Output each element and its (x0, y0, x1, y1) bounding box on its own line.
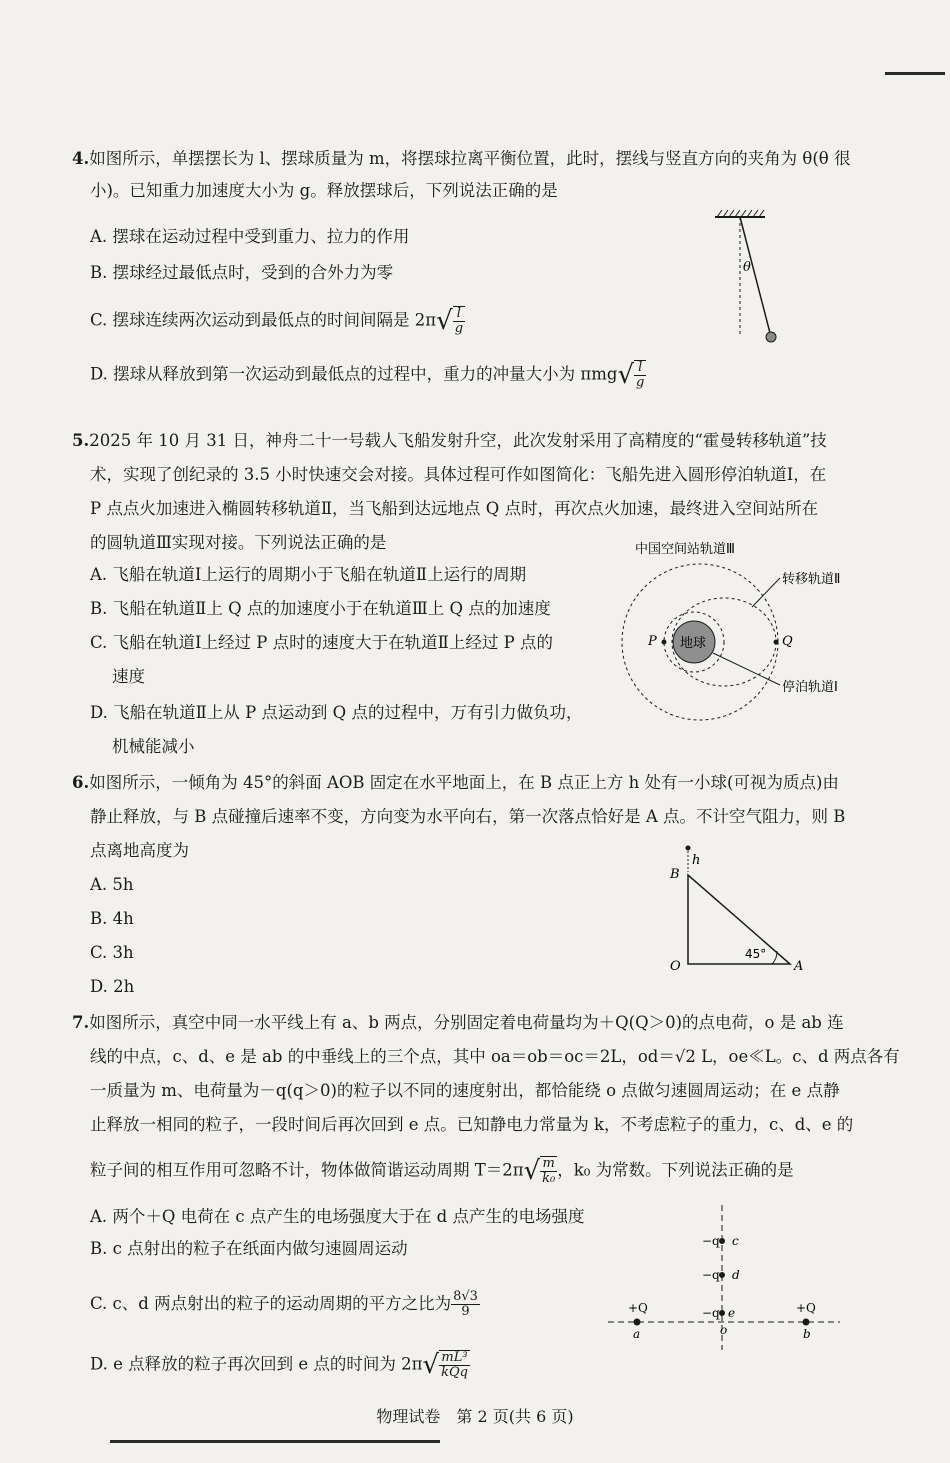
q7-option-d: D. e 点释放的粒子再次回到 e 点的时间为 2π√ $\frac{\text{mL³}}{\text{kQq}}$ (90, 1350, 468, 1380)
e-label: e (728, 1306, 736, 1320)
theta-label: θ (743, 260, 751, 275)
q7-period-sqrt: √ $\frac{m}{\text{k₀}}$ (523, 1156, 556, 1186)
q7-line5: 粒子间的相互作用可忽略不计，物体做简谐运动周期 T＝2π√ $\frac{m}{\text{k₀}}$ ，k₀ 为常数。下列说法正确的是 (90, 1156, 794, 1186)
point-p (662, 640, 667, 645)
q7-number: 7. (72, 1013, 90, 1032)
pendulum-bob (766, 332, 776, 342)
q5-option-d2: 机械能减小 (112, 737, 195, 756)
incline-figure (660, 840, 820, 975)
q6-line3: 点离地高度为 (90, 841, 189, 860)
q4-line2: 小)。已知重力加速度大小为 g。释放摆球后，下列说法正确的是 (90, 181, 558, 200)
q4-line1: 4.如图所示，单摆摆长为 l、摆球质量为 m，将摆球拉离平衡位置，此时，摆线与竖直方向的夹角为 θ(θ 很 (72, 149, 851, 168)
q5-option-d1: D. 飞船在轨道Ⅱ上从 P 点运动到 Q 点的过程中，万有引力做负功， (90, 703, 583, 722)
d-label: d (732, 1268, 740, 1282)
q6-option-a: A. 5h (90, 875, 134, 894)
earth-label: 地球 (680, 636, 707, 651)
q5-line3: P 点点火加速进入椭圆转移轨道Ⅱ，当飞船到达远地点 Q 点时，再次点火加速，最终进入空间站所在 (90, 499, 819, 518)
point-a (634, 1319, 641, 1326)
o-point-label: o (720, 1323, 728, 1337)
q4-c-sqrt: √ $\frac{l}{g}$ (436, 306, 464, 336)
q7-option-a: A. 两个＋Q 电荷在 c 点产生的电场强度大于在 d 点产生的电场强度 (90, 1207, 585, 1226)
q4-option-a: A. 摆球在运动过程中受到重力、拉力的作用 (90, 227, 410, 246)
b-label: B (670, 867, 680, 882)
q7-line3: 一质量为 m、电荷量为－q(q＞0)的粒子以不同的速度射出，都恰能绕 o 点做匀速圆周运动；在 e 点静 (90, 1081, 840, 1100)
q6-line1: 6.如图所示，一倾角为 45°的斜面 AOB 固定在水平地面上，在 B 点正上方 h 处有一小球(可视为质点)由 (72, 773, 839, 792)
q5-line1: 5.2025 年 10 月 31 日，神舟二十一号载人飞船发射升空，此次发射采用了高精度的“霍曼转移轨道”技 (72, 431, 827, 450)
charge-a-label: +Q (628, 1301, 648, 1315)
q7-line2: 线的中点，c、d、e 是 ab 的中垂线上的三个点，其中 oa＝ob＝oc＝2L，od＝√2 L，oe≪L。c、d 两点各有 (90, 1047, 900, 1066)
incline-triangle (688, 875, 790, 964)
point-q-label: Q (782, 634, 793, 649)
point-q (774, 640, 779, 645)
charge-b-label: +Q (796, 1301, 816, 1315)
pendulum-string (740, 217, 770, 333)
h-label: h (692, 853, 701, 868)
charge-d-label: −q (702, 1268, 720, 1282)
q5-option-c2: 速度 (112, 667, 145, 686)
station-orbit-label: 中国空间站轨道Ⅲ (635, 542, 735, 557)
c-label: c (732, 1234, 739, 1248)
pendulum-figure (700, 205, 810, 355)
q5-option-a: A. 飞船在轨道Ⅰ上运行的周期小于飞船在轨道Ⅱ上运行的周期 (90, 565, 527, 584)
b-point-label: b (803, 1327, 811, 1341)
page-footer: 物理试卷 第 2 页(共 6 页) (376, 1407, 574, 1426)
charge-e-label: −q (702, 1306, 720, 1320)
q4-number: 4. (72, 149, 90, 168)
q5-line2: 术，实现了创纪录的 3.5 小时快速交会对接。具体过程可作如图简化：飞船先进入圆形停泊轨道Ⅰ，在 (90, 465, 827, 484)
point-p-label: P (648, 634, 657, 649)
point-e (719, 1310, 725, 1316)
parking-pointer (713, 653, 780, 685)
q5-line4: 的圆轨道Ⅲ实现对接。下列说法正确的是 (90, 533, 387, 552)
q7-line1: 7.如图所示，真空中同一水平线上有 a、b 两点，分别固定着电荷量均为＋Q(Q＞0)的点电荷，o 是 ab 连 (72, 1013, 844, 1032)
q6-option-b: B. 4h (90, 909, 134, 928)
q5-option-b: B. 飞船在轨道Ⅱ上 Q 点的加速度小于在轨道Ⅲ上 Q 点的加速度 (90, 599, 551, 618)
orbit-figure (610, 535, 890, 725)
q5-option-c1: C. 飞船在轨道Ⅰ上经过 P 点时的速度大于在轨道Ⅱ上经过 P 点的 (90, 633, 553, 652)
charge-c-label: −q (702, 1234, 720, 1248)
q4-d-sqrt: √ $\frac{l}{g}$ (617, 360, 645, 390)
parking-orbit-label: 停泊轨道Ⅰ (782, 680, 838, 695)
point-c (719, 1238, 725, 1244)
scan-edge-top (885, 72, 945, 75)
a-point-label: a (633, 1327, 641, 1341)
point-b (803, 1319, 810, 1326)
scan-edge-bottom (110, 1440, 440, 1443)
transfer-orbit-label: 转移轨道Ⅱ (782, 572, 841, 587)
q4-option-d: D. 摆球从释放到第一次运动到最低点的过程中，重力的冲量大小为 πmg√ $\frac{l}{g}$ (90, 360, 645, 390)
q7-option-c: C. c、d 两点射出的粒子的运动周期的平方之比为 $\frac{8√3}{9}$ (90, 1289, 478, 1319)
ceiling-hatch (717, 210, 764, 217)
q4-option-b: B. 摆球经过最低点时，受到的合外力为零 (90, 263, 394, 282)
q6-option-c: C. 3h (90, 943, 134, 962)
q6-option-d: D. 2h (90, 977, 135, 996)
transfer-pointer (752, 578, 780, 607)
point-d (719, 1272, 725, 1278)
q5-number: 5. (72, 431, 90, 450)
q7-c-fraction: $\frac{8√3}{9}$ (453, 1289, 478, 1319)
charge-figure (600, 1200, 850, 1350)
o-label: O (670, 959, 681, 974)
q7-option-b: B. c 点射出的粒子在纸面内做匀速圆周运动 (90, 1239, 408, 1258)
angle-label: 45° (745, 947, 767, 961)
q4-option-c: C. 摆球连续两次运动到最低点的时间间隔是 2π√ $\frac{l}{g}$ (90, 306, 464, 336)
q6-number: 6. (72, 773, 90, 792)
q7-d-sqrt: √ $\frac{\text{mL³}}{\text{kQq}}$ (422, 1350, 468, 1380)
ball (686, 846, 691, 851)
q6-line2: 静止释放，与 B 点碰撞后速率不变，方向变为水平向右，第一次落点恰好是 A 点。不计空气阻力，则 B (90, 807, 846, 826)
q7-line4: 止释放一相同的粒子，一段时间后再次回到 e 点。已知静电力常量为 k，不考虑粒子的重力，c、d、e 的 (90, 1115, 854, 1134)
a-label: A (794, 959, 804, 974)
